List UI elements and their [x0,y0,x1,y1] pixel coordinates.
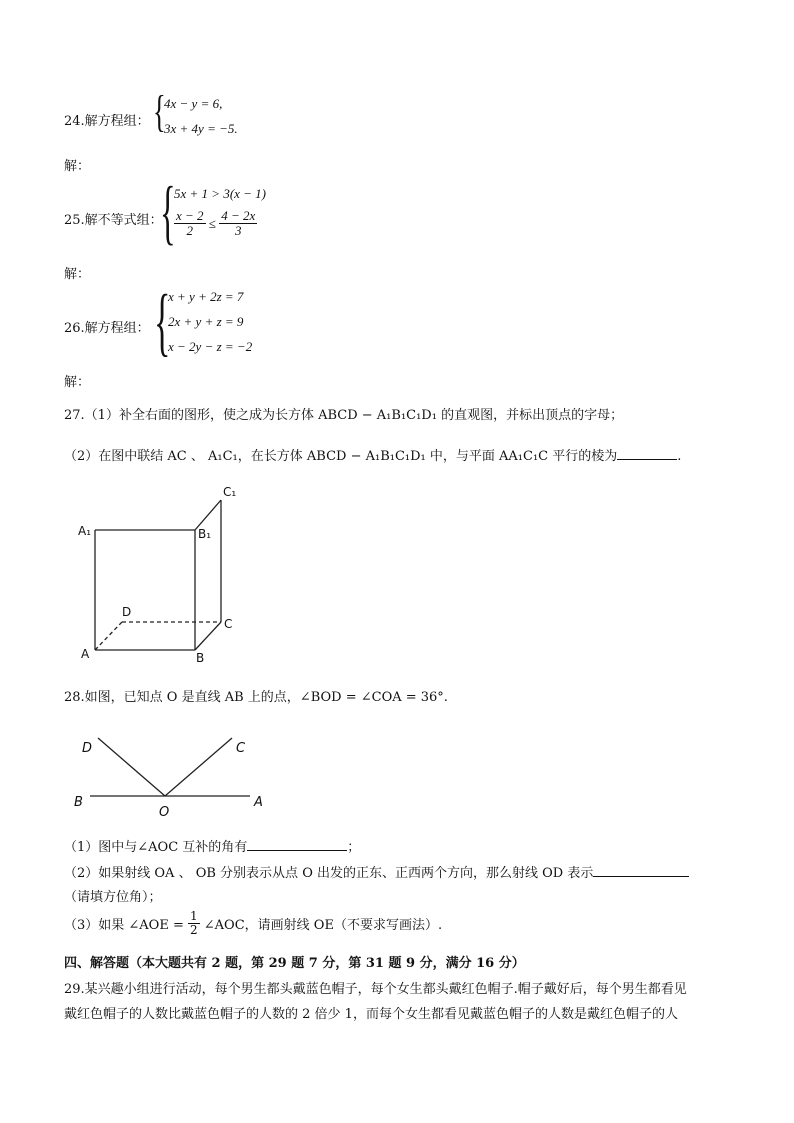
q24-label: 24.解方程组： [64,114,150,129]
q28-part2-blank[interactable] [593,876,689,877]
q26-eq1: x + y + 2z = 7 [168,289,244,304]
q28-part3-frac: $\frac{1}{2}$ [190,909,198,938]
q24-eq2: 3x + 4y = −5. [164,121,238,136]
q28-part1-end: ； [347,840,361,855]
q27-part2-text: （2）在图中联结 AC 、 A₁C₁，在长方体 ABCD − A₁B₁C₁D₁ 中，与平面 AA₁C₁C 平行的棱为 [64,449,618,464]
q27-part2-end: . [677,449,682,464]
edge-b-c [195,622,221,650]
ray-od [98,738,165,796]
q25-label: 25.解不等式组： [64,213,163,228]
q24-answer: 解： [64,159,91,174]
q28-part2-tail: （请填方位角）； [64,890,162,905]
q26-answer: 解： [64,375,91,390]
q28-part2-text: （2）如果射线 OA 、 OB 分别表示从点 O 出发的正东、正西两个方向，那么射线 OD 表示 [64,866,594,881]
q28-part1 [64,836,360,855]
edge-b1-c1 [195,500,221,530]
label-d: D [122,605,132,619]
label-b: B [74,795,83,810]
section4-heading: 四、解答题（本大题共有 2 题，第 29 题 7 分，第 31 题 9 分，满分 16 分） [64,956,525,971]
ray-oc [165,738,232,796]
cuboid-figure [70,478,250,668]
label-a1: A₁ [78,524,92,538]
q24-eq1: 4x − y = 6, [164,96,223,111]
label-b: B [196,651,205,665]
q28-part3-pre: （3）如果 ∠AOE = [64,918,184,934]
q26-eq2: 2x + y + z = 9 [168,314,244,329]
q25-frac-right: $\frac{4 - 2x}{3}$ [221,208,256,239]
q26-brace: { [154,280,171,364]
q25-answer: 解： [64,267,91,282]
label-c1: C₁ [223,485,237,499]
edge-a-d-hidden [95,622,122,650]
q28-part1-blank[interactable] [247,850,347,851]
q28-stem: 28.如图，已知点 O 是直线 AB 上的点，∠BOD = ∠COA = 36°. [64,690,448,705]
label-o: O [159,805,170,820]
q25-brace: { [160,172,176,252]
label-c: C [224,617,233,631]
q28-part1-text: （1）图中与∠AOC 互补的角有 [64,840,248,855]
q26-eq3: x − 2y − z = −2 [168,339,253,354]
q25-ineq1: 5x + 1 > 3(x − 1) [174,186,267,201]
q25-frac-left: $\frac{x - 2}{2}$ [176,208,204,239]
q27-part1: 27.（1）补全右面的图形，使之成为长方体 ABCD − A₁B₁C₁D₁ 的直观图，并标出顶点的字母； [64,408,624,423]
q29-line1: 29.某兴趣小组进行活动，每个男生都头戴蓝色帽子，每个女生都头戴红色帽子.帽子戴好后，每个男生都看见 [64,982,687,997]
q25-ineq2 [174,209,257,239]
label-a: A [81,647,90,661]
q27-answer-blank[interactable] [617,459,677,460]
q29-line2: 戴红色帽子的人数比戴蓝色帽子的人数的 2 倍少 1，而每个女生都看见戴蓝色帽子的人数是戴红色帽子的人 [64,1007,678,1022]
label-b1: B₁ [198,527,212,541]
angle-figure [70,728,280,823]
label-a: A [254,795,263,810]
q28-part3-post: ∠AOC，请画射线 OE（不要求写画法）. [203,918,443,934]
q27-part2 [64,445,681,464]
label-c: C [236,741,246,756]
q26-label: 26.解方程组： [64,321,150,336]
q28-part3 [64,910,442,937]
q24-brace: { [153,87,166,136]
label-d: D [82,741,93,756]
q25-relation: ≤ [208,215,216,231]
q28-part2 [64,862,689,881]
